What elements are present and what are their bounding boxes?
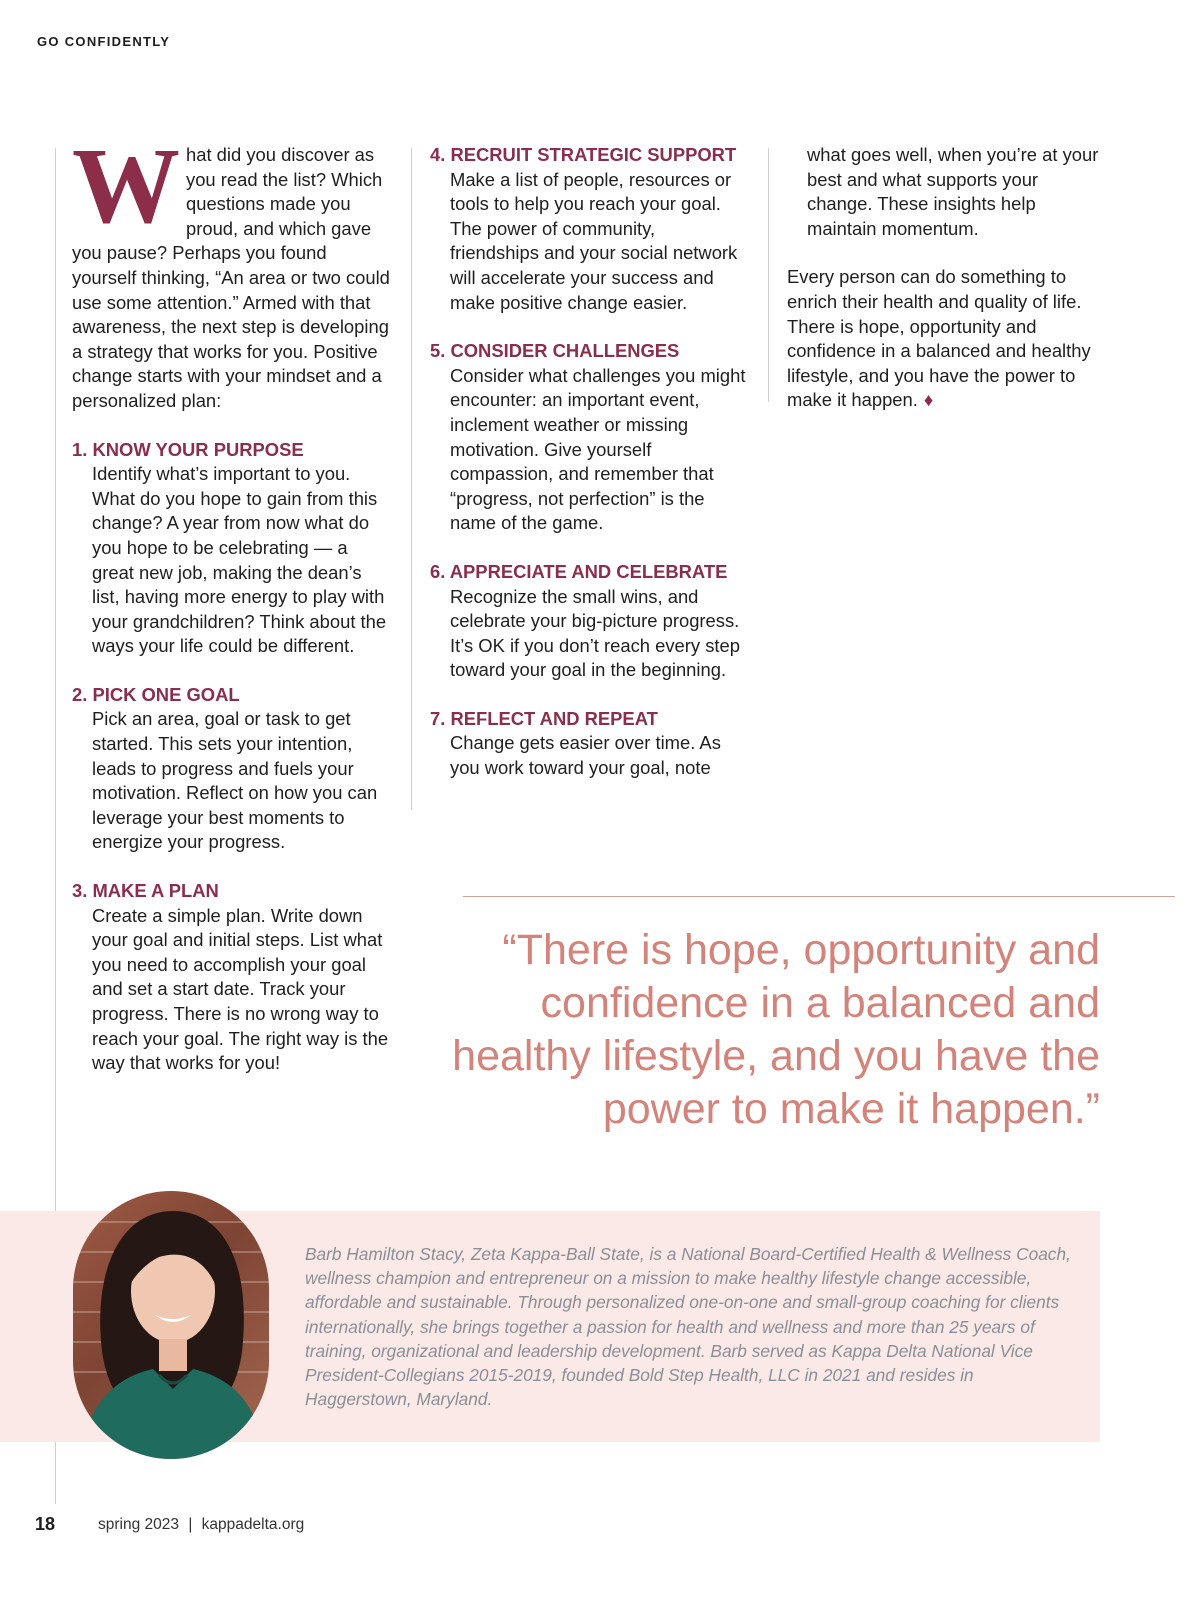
list-item xyxy=(430,560,748,683)
article-column-1 xyxy=(72,127,390,1076)
item-heading: 6. APPRECIATE AND CELEBRATE xyxy=(430,560,728,582)
intro-text: hat did you discover as you read the list? Which questions made you proud, and which gave you pause? Perhaps you found yourself thinking, “An area or two could use some attention.” Armed with that awareness, the next step is developing a strategy that works for you. Positive change starts with your mindset and a personalized plan: xyxy=(72,144,390,411)
item-body: Change gets easier over time. As you work toward your goal, note xyxy=(450,732,721,779)
closing-text: Every person can do something to enrich their health and quality of life. There is hope, opportunity and confidence in a balanced and healthy lifestyle, and you have the power to make it happen. xyxy=(787,266,1091,411)
item-heading: 1. KNOW YOUR PURPOSE xyxy=(72,438,304,460)
item-body-continued: what goes well, when you’re at your best and what supports your change. These insights help maintain momentum. xyxy=(807,144,1099,239)
item-heading: 7. REFLECT AND REPEAT xyxy=(430,707,658,729)
page-footer xyxy=(98,1516,304,1534)
list-item xyxy=(72,879,390,1076)
site-label: kappadelta.org xyxy=(201,1516,305,1533)
item-body: Pick an area, goal or task to get started. This sets your intention, leads to progress and fuels your motivation. Reflect on how you can leverage your best moments to energize your progress. xyxy=(92,708,378,853)
list-item xyxy=(430,339,748,536)
item-heading: 2. PICK ONE GOAL xyxy=(72,683,240,705)
item-body: Recognize the small wins, and celebrate your big-picture progress. It’s OK if you don’t reach every step toward your goal in the beginning. xyxy=(450,585,740,681)
closing-paragraph xyxy=(787,265,1105,413)
pull-quote-rule xyxy=(463,896,1175,897)
item-heading: 5. CONSIDER CHALLENGES xyxy=(430,340,680,362)
article-column-3 xyxy=(787,143,1105,413)
list-item xyxy=(72,683,390,855)
item-body: Make a list of people, resources or tools to help you reach your goal. The power of community, friendships and your social network will accelerate your success and make positive change easier. xyxy=(450,168,738,313)
column-rule-right xyxy=(768,148,769,402)
item-body: Consider what challenges you might encounter: an important event, inclement weather or missing motivation. Give yourself compassion, and remember that “progress, not perfection” is the name of the game. xyxy=(450,364,746,534)
item-body: Identify what’s important to you. What do you hope to gain from this change? A year from now what do you hope to be celebrating — a great new job, making the dean’s list, having more energy to play with your grandchildren? Think about the ways your life could be different. xyxy=(92,463,387,657)
page-number: 18 xyxy=(35,1514,56,1534)
issue-label: spring 2023 xyxy=(98,1516,180,1533)
list-item xyxy=(430,707,748,781)
column-rule-middle xyxy=(411,148,412,810)
intro-paragraph xyxy=(72,127,390,414)
pull-quote: “There is hope, opportunity and confidence in a balanced and healthy lifestyle, and you have the power to make it happen.” xyxy=(452,926,1100,1133)
item-heading: 3. MAKE A PLAN xyxy=(72,880,219,902)
list-item xyxy=(72,438,390,659)
section-label: GO CONFIDENTLY xyxy=(37,34,171,49)
article-column-2 xyxy=(430,143,748,781)
author-bio: Barb Hamilton Stacy, Zeta Kappa-Ball State, is a National Board-Certified Health & Wellness Coach, wellness champion and entrepreneur on a mission to make healthy lifestyle change accessible, affordable and sustainable. Through personalized one-on-one and small-group coaching for clients internationally, she brings together a passion for health and wellness and more than 25 years of training, organizational and leadership development. Barb served as Kappa Delta National Vice President-Collegians 2015-2019, founded Bold Step Health, LLC in 2021 and resides in Haggerstown, Maryland. xyxy=(305,1244,1071,1410)
drop-cap: W xyxy=(72,127,180,246)
author-portrait-icon xyxy=(73,1191,269,1459)
item-body: Create a simple plan. Write down your goal and initial steps. List what you need to accomplish your goal and set a start date. Track your progress. There is no wrong way to reach your goal. The right way is the way that works for you! xyxy=(92,904,389,1074)
author-photo xyxy=(73,1191,269,1459)
list-item xyxy=(430,143,748,315)
end-mark-icon: ♦ xyxy=(923,389,934,411)
item-heading: 4. RECRUIT STRATEGIC SUPPORT xyxy=(430,144,737,165)
footer-separator: | xyxy=(188,1516,193,1533)
